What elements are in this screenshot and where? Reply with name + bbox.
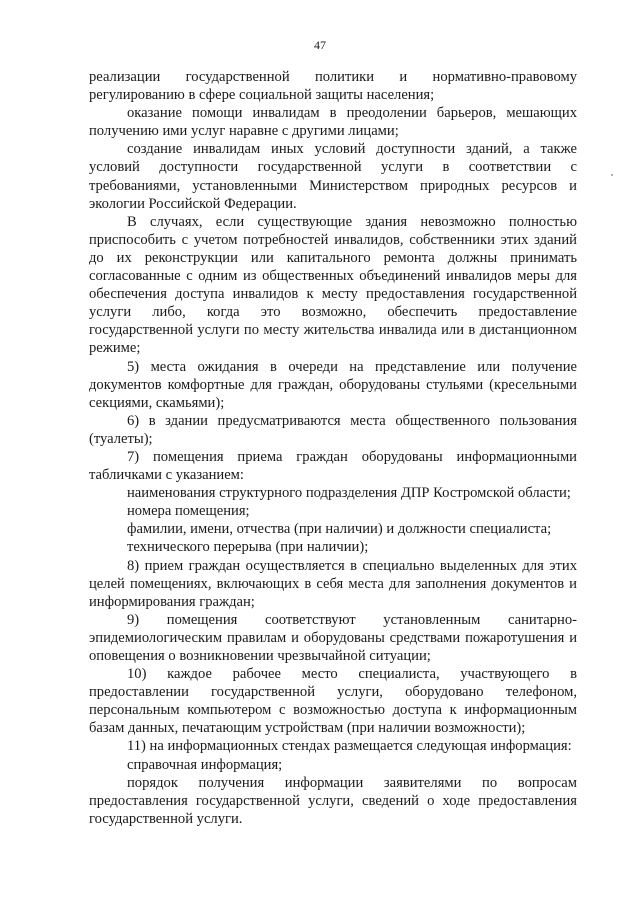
paragraph-1: реализации государственной политики и нормативно-правовому регулированию в сфере социальной защиты населения; — [89, 69, 577, 104]
paragraph-7: 7) помещения приема граждан оборудованы информационными табличками с указанием: — [89, 448, 577, 484]
paragraph-10: фамилии, имени, отчества (при наличии) и должности специалиста; — [127, 521, 552, 538]
paragraph-8: наименования структурного подразделения ДПР Костромской области; — [127, 485, 571, 502]
paragraph-14: 10) каждое рабочее место специалиста, участвующего в предоставлении государственной услуги, оборудовано телефоном, персональным компьютером с возможностью доступа к информационным базам данных, печатающим устройствам (при наличии возможности); — [89, 666, 577, 737]
margin-speck — [611, 174, 613, 176]
paragraph-2: оказание помощи инвалидам в преодолении барьеров, мешающих получению ими услуг наравне с другими лицами; — [89, 105, 577, 140]
paragraph-15: 11) на информационных стендах размещается следующая информация: — [127, 738, 572, 755]
paragraph-6: 6) в здании предусматриваются места общественного пользования (туалеты); — [89, 412, 577, 447]
paragraph-16: справочная информация; — [127, 756, 283, 773]
paragraph-17: порядок получения информации заявителями по вопросам предоставления государственной услуги, сведений о ходе предоставления государственной услуги. — [89, 774, 577, 827]
paragraph-13: 9) помещения соответствуют установленным санитарно-эпидемиологическим правилам и оборудованы средствами пожаротушения и оповещения о возникновении чрезвычайной ситуации; — [89, 611, 577, 664]
paragraph-12: 8) прием граждан осуществляется в специально выделенных для этих целей помещениях, включающих в себя места для заполнения документов и информирования граждан; — [89, 557, 577, 610]
document-body — [89, 68, 577, 828]
paragraph-4: В случаях, если существующие здания невозможно полностью приспособить с учетом потребностей инвалидов, собственники этих зданий до их реконструкции или капитального ремонта должны принимать согласованные с одним из общественных объединений инвалидов меры для обеспечения доступа инвалидов к месту предоставления государственной услуги либо, когда это возможно, обеспечить предоставление государственной услуги по месту жительства инвалида или в дистанционном режиме; — [89, 213, 577, 357]
paragraph-3: создание инвалидам иных условий доступности зданий, а также условий доступности государственной услуги в соответствии с требованиями, установленными Министерством природных ресурсов и экологии Российской Федерации. — [89, 141, 577, 212]
paragraph-11: технического перерыва (при наличии); — [127, 539, 369, 556]
page-number: 47 — [314, 38, 326, 52]
paragraph-5: 5) места ожидания в очереди на представление или получение документов комфортные для граждан, оборудованы стульями (кресельными секциями, скамьями); — [89, 358, 577, 411]
paragraph-9: номера помещения; — [127, 503, 250, 520]
